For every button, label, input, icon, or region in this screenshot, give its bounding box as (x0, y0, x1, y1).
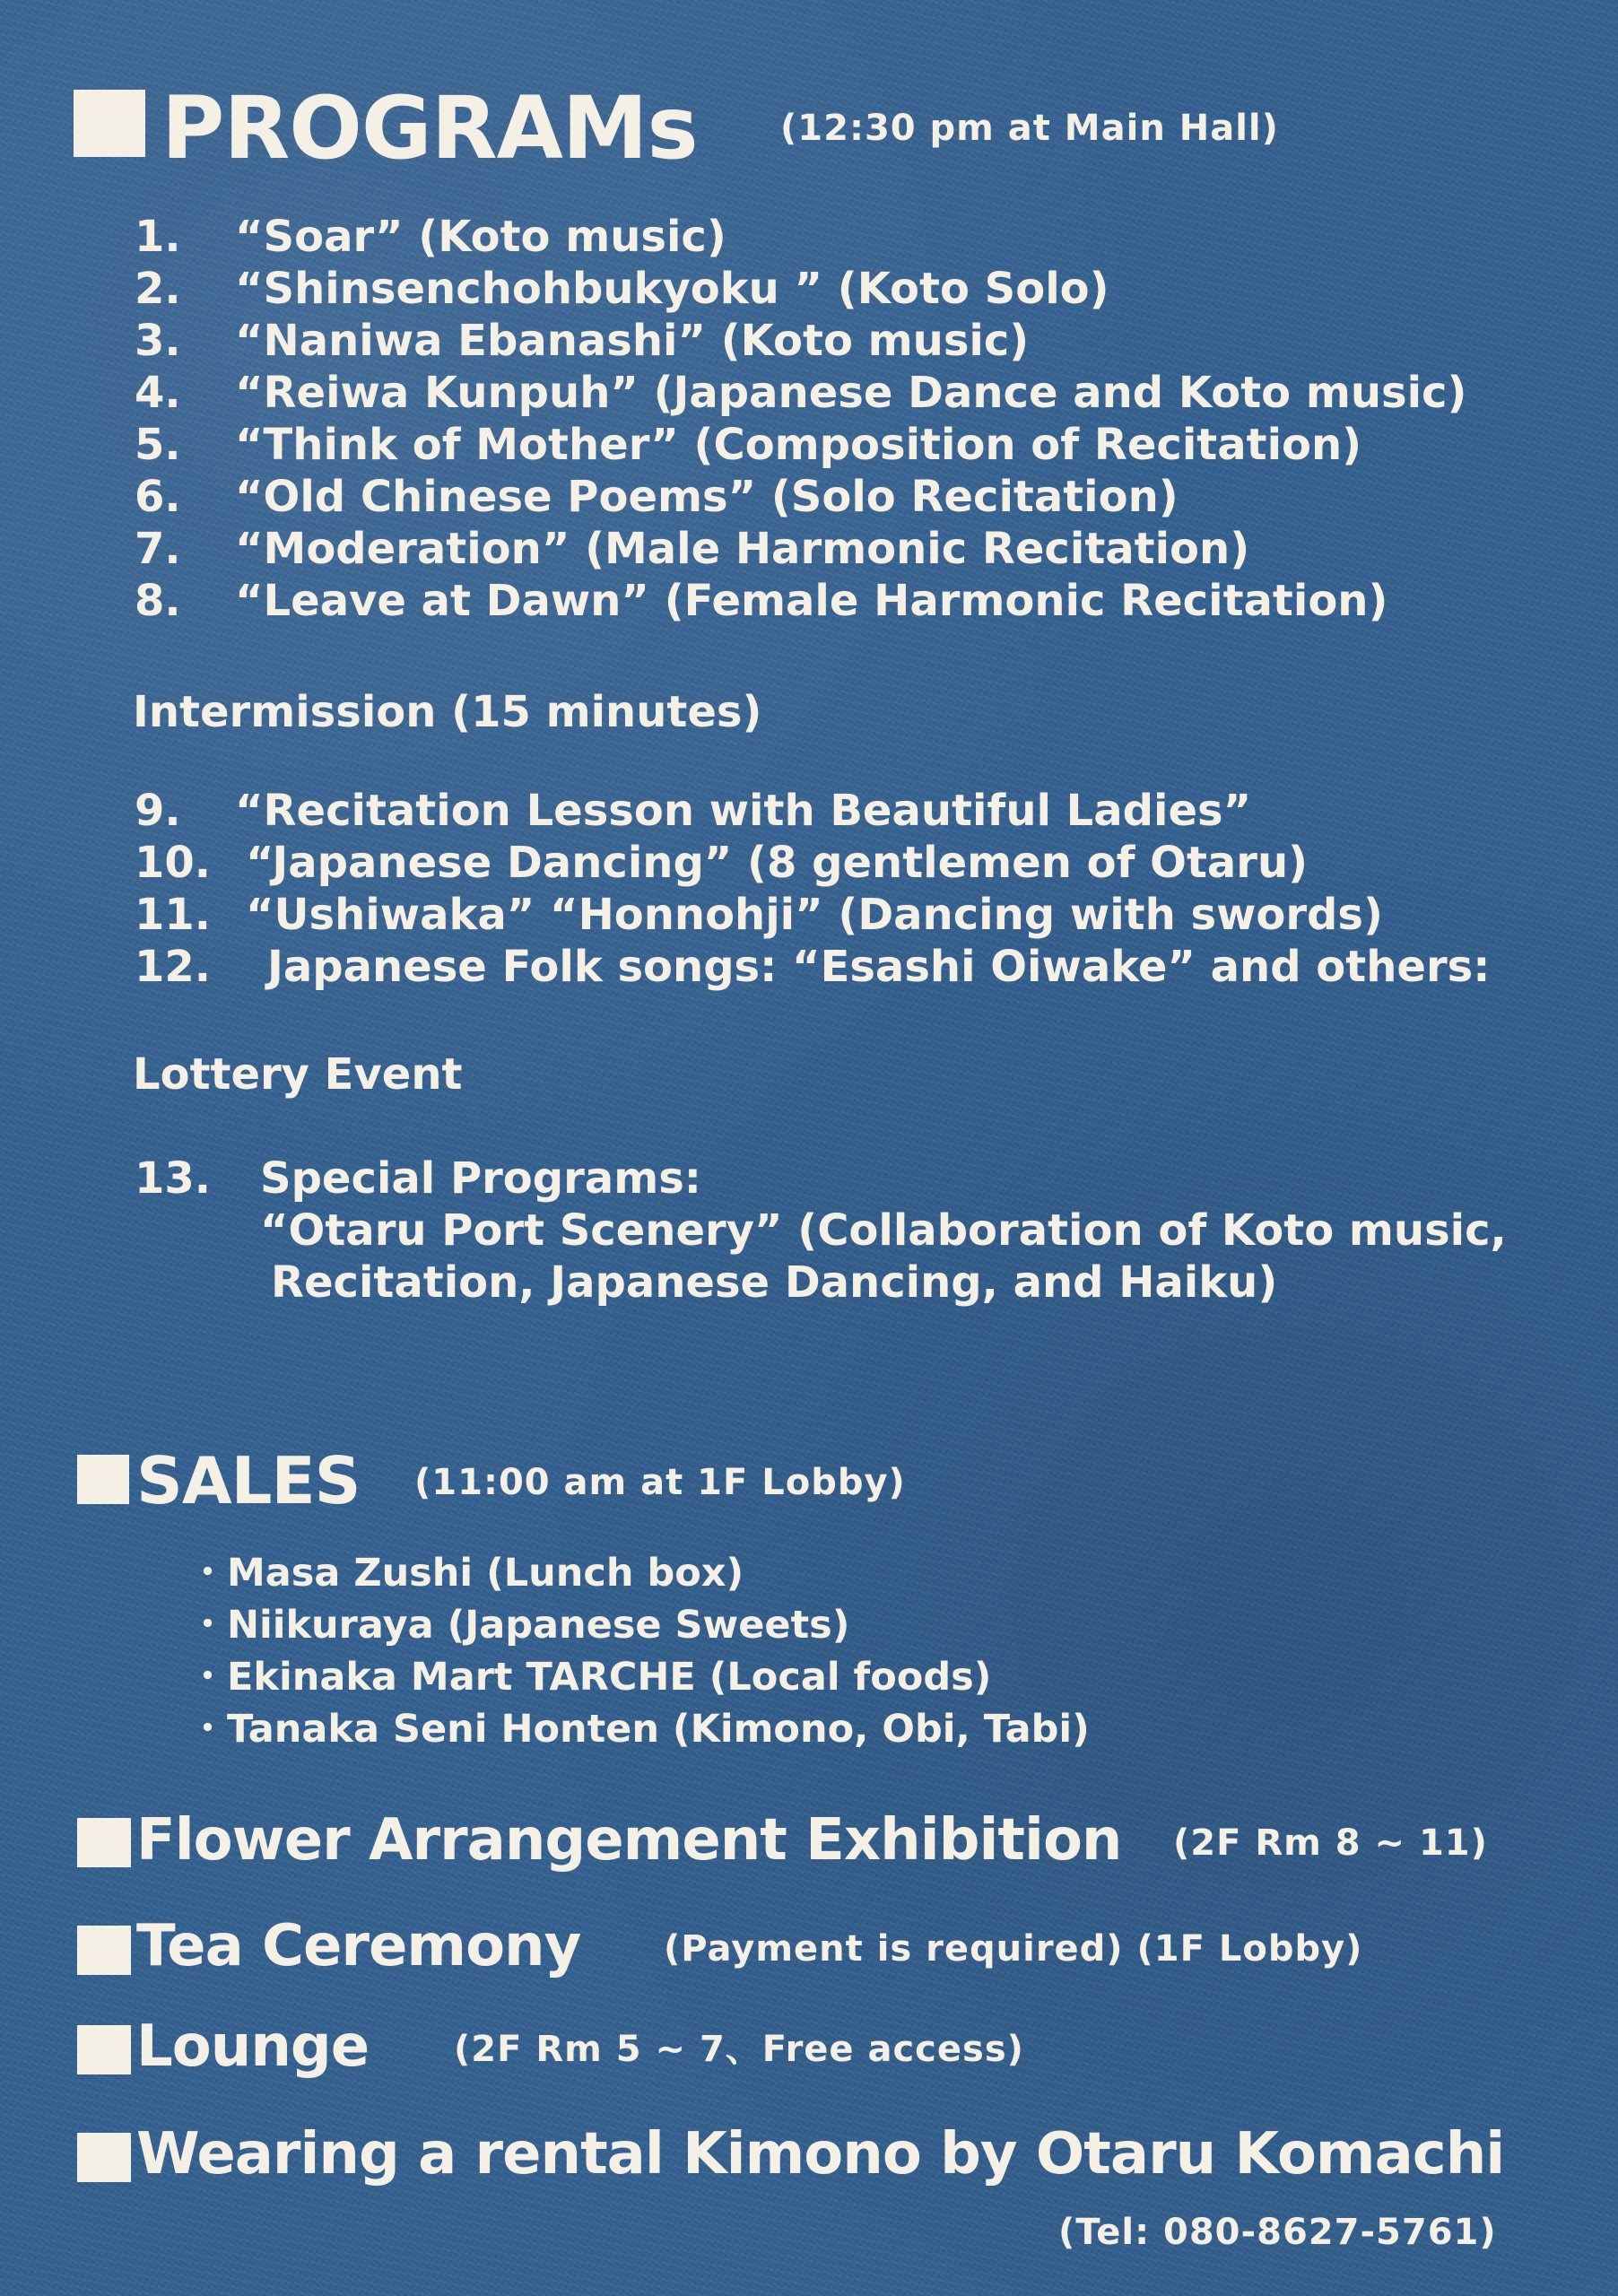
program-item-number: 6. (135, 472, 181, 522)
lounge-subtitle: (2F Rm 5 ~ 7、Free access) (454, 2029, 1024, 2070)
program-item (135, 524, 1570, 581)
lounge-title: Lounge (136, 2013, 370, 2080)
sales-list-item: ・Masa Zushi (Lunch box) (188, 1551, 744, 1596)
program-item-text: “Leave at Dawn” (Female Harmonic Recitation) (235, 576, 1388, 626)
programs-bullet-square (74, 90, 145, 157)
program-item-text: “Moderation” (Male Harmonic Recitation) (235, 524, 1250, 574)
sales-bullet-square (77, 1455, 129, 1504)
kimono-bullet-square (77, 2133, 131, 2182)
flower-bullet-square (77, 1818, 131, 1867)
lounge-bullet-square (77, 2025, 131, 2074)
program-item (135, 472, 1570, 529)
program-item (135, 420, 1570, 477)
flower-title: Flower Arrangement Exhibition (136, 1807, 1122, 1874)
tea-title: Tea Ceremony (136, 1913, 581, 1979)
program-item-text: “Recitation Lesson with Beautiful Ladies” (235, 786, 1252, 836)
program-item (135, 942, 1570, 999)
program-item (135, 838, 1570, 895)
program-item-number: 3. (135, 316, 181, 366)
program-item (135, 786, 1570, 843)
program-item-13-line1: Special Programs: (260, 1153, 701, 1204)
sales-list-item: ・Ekinaka Mart TARCHE (Local foods) (188, 1655, 992, 1700)
program-item (135, 368, 1570, 425)
intermission-text: Intermission (15 minutes) (133, 687, 762, 737)
program-item (135, 316, 1570, 373)
program-item-number: 11. (135, 890, 212, 940)
program-item-text: “Japanese Dancing” (8 gentlemen of Otaru) (246, 838, 1309, 888)
kimono-tel: (Tel: 080-8627-5761) (1058, 2212, 1497, 2253)
program-item-number: 5. (135, 420, 181, 470)
program-item-text: “Think of Mother” (Composition of Recitation) (235, 420, 1362, 470)
sales-list-item: ・Tanaka Seni Honten (Kimono, Obi, Tabi) (188, 1707, 1090, 1752)
tea-bullet-square (77, 1926, 131, 1975)
program-item-number: 1. (135, 212, 181, 262)
program-item (135, 576, 1570, 633)
sales-list-item: ・Niikuraya (Japanese Sweets) (188, 1603, 850, 1648)
program-item-number: 4. (135, 368, 181, 418)
program-item (135, 212, 1570, 269)
program-item-number: 13. (135, 1153, 212, 1204)
program-item-text: “Ushiwaka” “Honnohji” (Dancing with swords) (246, 890, 1383, 940)
program-item-13-line2: “Otaru Port Scenery” (Collaboration of Koto music, (260, 1205, 1507, 1256)
kimono-title: Wearing a rental Kimono by Otaru Komachi (136, 2121, 1505, 2187)
program-item-number: 7. (135, 524, 181, 574)
program-item (135, 890, 1570, 947)
program-item (135, 264, 1570, 321)
program-item-text: “Naniwa Ebanashi” (Koto music) (235, 316, 1030, 366)
program-item-text: “Shinsenchohbukyoku ” (Koto Solo) (235, 264, 1109, 314)
program-item-text: “Old Chinese Poems” (Solo Recitation) (235, 472, 1179, 522)
lottery-event-text: Lottery Event (133, 1049, 463, 1100)
program-item-text: “Reiwa Kunpuh” (Japanese Dance and Koto music) (235, 368, 1467, 418)
sales-subtitle: (11:00 am at 1F Lobby) (414, 1462, 906, 1503)
program-item-13-line3: Recitation, Japanese Dancing, and Haiku) (271, 1257, 1278, 1308)
program-item-number: 10. (135, 838, 212, 888)
programs-title: PROGRAMs (161, 78, 698, 178)
sales-title: SALES (136, 1443, 361, 1518)
program-item-number: 2. (135, 264, 181, 314)
programs-subtitle: (12:30 pm at Main Hall) (780, 108, 1279, 149)
program-item-text: Japanese Folk songs: “Esashi Oiwake” and others: (267, 942, 1491, 992)
program-item-number: 8. (135, 576, 181, 626)
program-item-text: “Soar” (Koto music) (235, 212, 726, 262)
flower-subtitle: (2F Rm 8 ~ 11) (1173, 1822, 1488, 1864)
tea-subtitle: (Payment is required) (1F Lobby) (664, 1928, 1363, 1970)
program-item-number: 9. (135, 786, 181, 836)
program-item-number: 12. (135, 942, 212, 992)
